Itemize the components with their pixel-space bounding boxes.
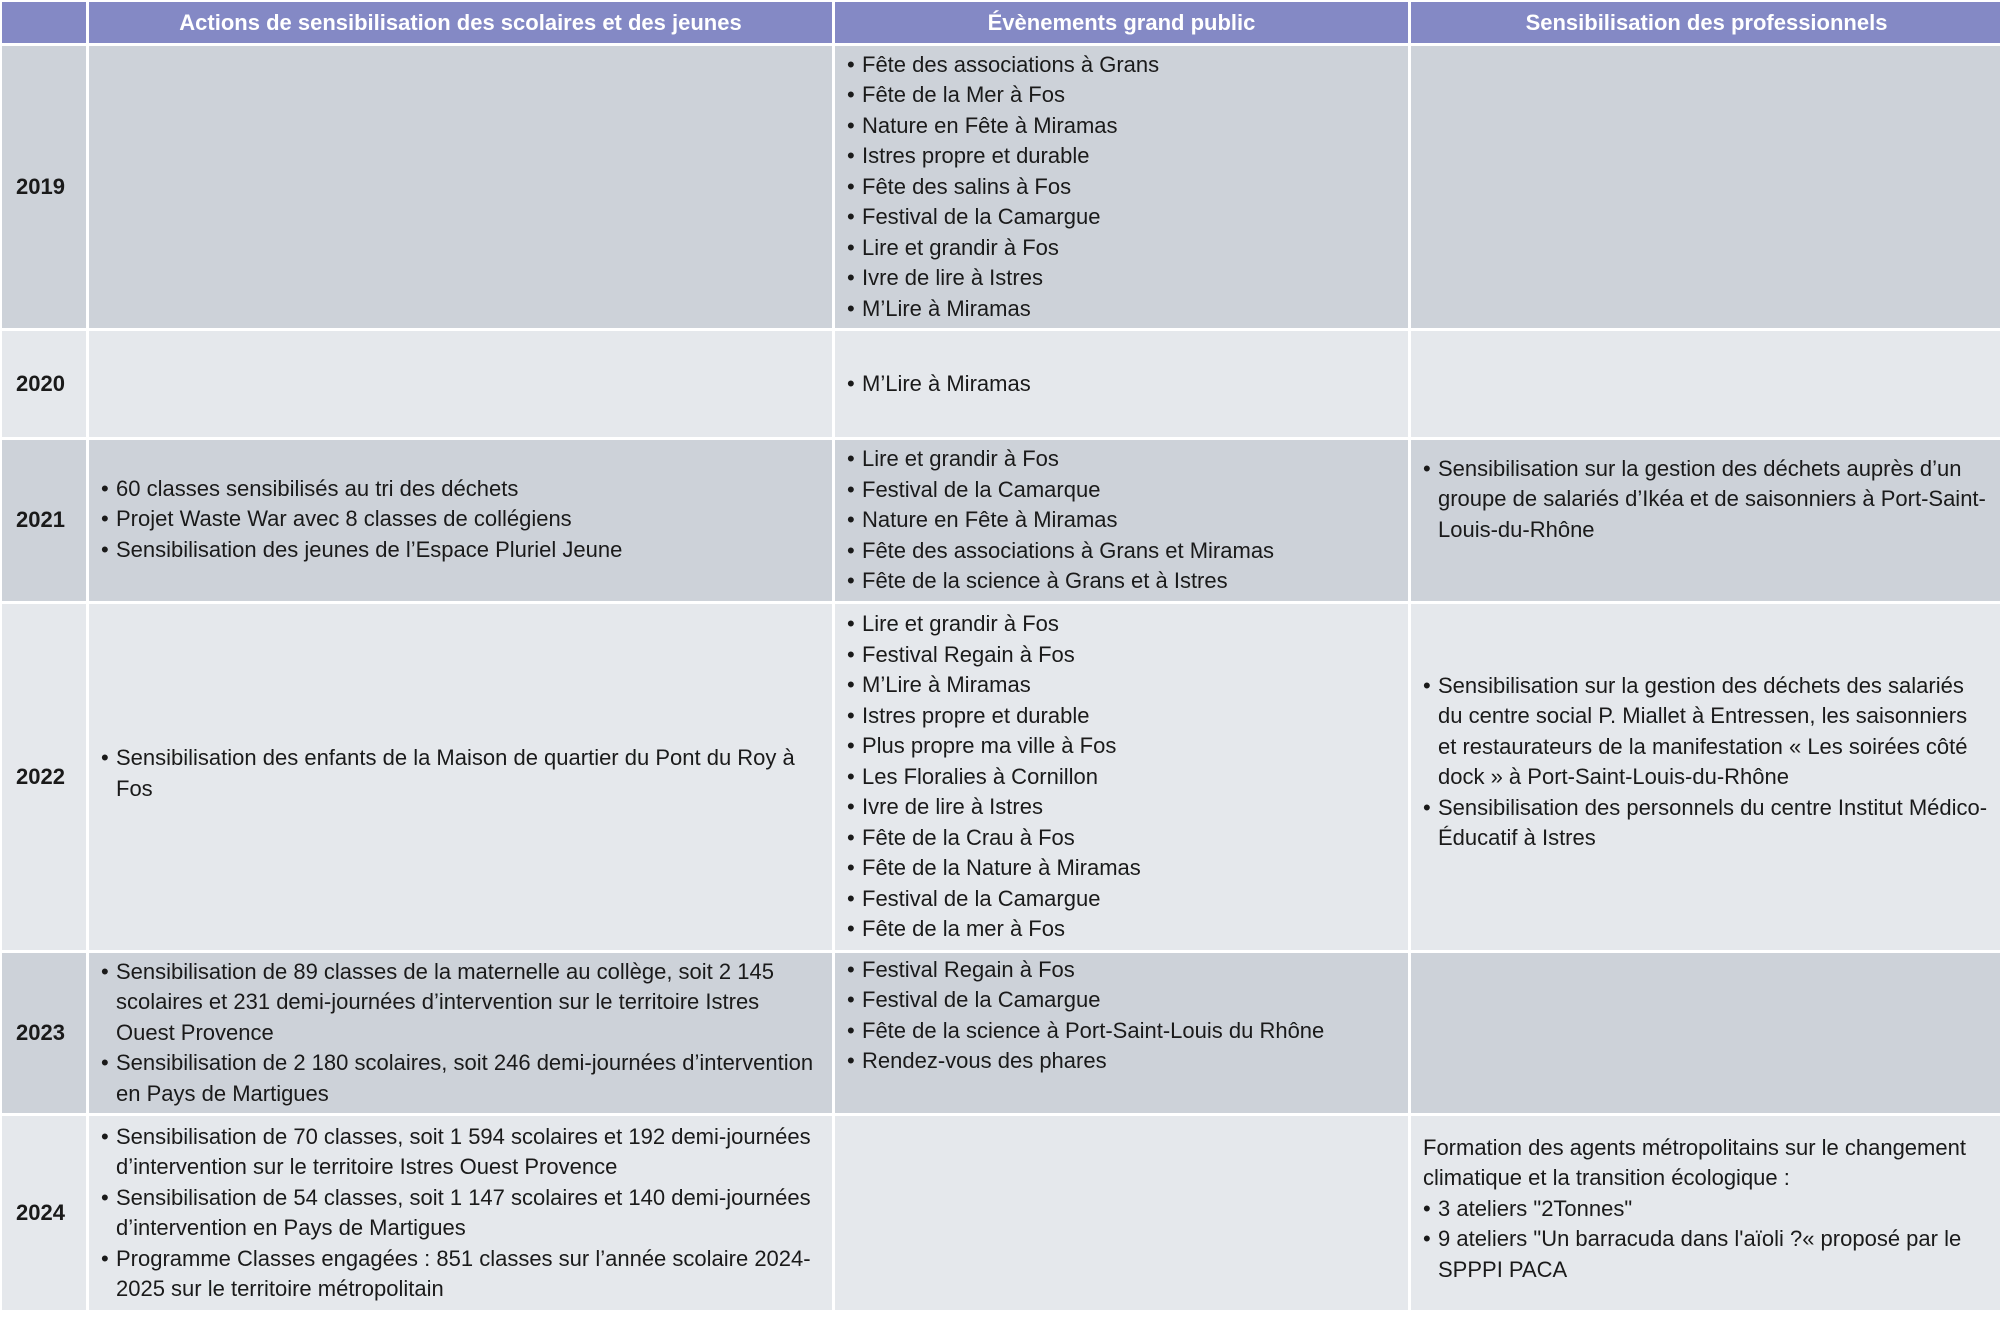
table-row bbox=[2, 604, 2000, 950]
scolaires-cell bbox=[89, 440, 832, 601]
cell-content bbox=[847, 50, 1396, 325]
list-item: • Sensibilisation sur la gestion des déchets auprès d’un groupe de salariés d’Ikéa et de saisonniers à Port-Saint-Louis-du-Rhône bbox=[1423, 454, 1990, 546]
year-cell: 2023 bbox=[2, 953, 86, 1113]
list-item: • Fête des associations à Grans et Miramas bbox=[847, 536, 1396, 567]
cell-content bbox=[1423, 454, 1990, 546]
grand-public-cell bbox=[835, 1116, 1408, 1310]
bullet-list bbox=[1423, 671, 1990, 854]
scolaires-cell bbox=[89, 46, 832, 328]
year-cell: 2022 bbox=[2, 604, 86, 950]
professionnels-cell bbox=[1411, 604, 2000, 950]
grand-public-cell bbox=[835, 953, 1408, 1113]
list-item: • Projet Waste War avec 8 classes de collégiens bbox=[101, 504, 820, 535]
list-item: • Les Floralies à Cornillon bbox=[847, 762, 1396, 793]
header-grand-public: Évènements grand public bbox=[835, 2, 1408, 43]
professionnels-cell bbox=[1411, 331, 2000, 437]
table-row bbox=[2, 1116, 2000, 1310]
list-item: • Ivre de lire à Istres bbox=[847, 792, 1396, 823]
year-cell: 2024 bbox=[2, 1116, 86, 1310]
list-item: • Sensibilisation sur la gestion des déchets des salariés du centre social P. Miallet à Entressen, les saisonniers et restaurateurs de la manifestation « Les soirées côté dock » à Port-Saint-Louis-du-Rhône bbox=[1423, 671, 1990, 793]
cell-content bbox=[1423, 1133, 1990, 1286]
header-year bbox=[2, 2, 86, 43]
list-item: • Fête des salins à Fos bbox=[847, 172, 1396, 203]
list-item: • Festival Regain à Fos bbox=[847, 955, 1396, 986]
list-item: • Sensibilisation de 89 classes de la maternelle au collège, soit 2 145 scolaires et 231 demi-journées d’intervention sur le territoire Istres Ouest Provence bbox=[101, 957, 820, 1049]
header-professionnels: Sensibilisation des professionnels bbox=[1411, 2, 2000, 43]
table-row bbox=[2, 953, 2000, 1113]
list-item: • Plus propre ma ville à Fos bbox=[847, 731, 1396, 762]
list-item: • Fête de la Nature à Miramas bbox=[847, 853, 1396, 884]
list-item: • Fête de la Crau à Fos bbox=[847, 823, 1396, 854]
bullet-list bbox=[101, 474, 820, 566]
list-item: • Fête des associations à Grans bbox=[847, 50, 1396, 81]
year-cell: 2020 bbox=[2, 331, 86, 437]
list-item: • Fête de la Mer à Fos bbox=[847, 80, 1396, 111]
grand-public-cell bbox=[835, 331, 1408, 437]
list-item: • Istres propre et durable bbox=[847, 141, 1396, 172]
bullet-list bbox=[847, 369, 1396, 400]
list-item: • Sensibilisation de 70 classes, soit 1 594 scolaires et 192 demi-journées d’intervention sur le territoire Istres Ouest Provence bbox=[101, 1122, 820, 1183]
cell-content bbox=[101, 474, 820, 566]
list-item: • Festival de la Camargue bbox=[847, 884, 1396, 915]
list-item: • M’Lire à Miramas bbox=[847, 294, 1396, 325]
bullet-list bbox=[101, 957, 820, 1110]
list-item: • Sensibilisation des enfants de la Maison de quartier du Pont du Roy à Fos bbox=[101, 743, 820, 804]
list-item: • Sensibilisation des personnels du centre Institut Médico-Éducatif à Istres bbox=[1423, 793, 1990, 854]
cell-intro-text: Formation des agents métropolitains sur le changement climatique et la transition écologique : bbox=[1423, 1134, 1966, 1191]
grand-public-cell bbox=[835, 440, 1408, 601]
list-item: • Lire et grandir à Fos bbox=[847, 444, 1396, 475]
list-item: • M’Lire à Miramas bbox=[847, 369, 1396, 400]
list-item: • Fête de la science à Port-Saint-Louis du Rhône bbox=[847, 1016, 1396, 1047]
grand-public-cell bbox=[835, 604, 1408, 950]
professionnels-cell bbox=[1411, 1116, 2000, 1310]
bullet-list bbox=[847, 609, 1396, 945]
list-item: • Rendez-vous des phares bbox=[847, 1046, 1396, 1077]
list-item: • Sensibilisation de 54 classes, soit 1 147 scolaires et 140 demi-journées d’intervention en Pays de Martigues bbox=[101, 1183, 820, 1244]
list-item: • Festival de la Camarque bbox=[847, 475, 1396, 506]
table-row bbox=[2, 331, 2000, 437]
list-item: • Fête de la science à Grans et à Istres bbox=[847, 566, 1396, 597]
cell-content bbox=[1423, 671, 1990, 854]
list-item: • Fête de la mer à Fos bbox=[847, 914, 1396, 945]
professionnels-cell bbox=[1411, 46, 2000, 328]
list-item: • Nature en Fête à Miramas bbox=[847, 111, 1396, 142]
cell-content bbox=[847, 609, 1396, 945]
header-scolaires: Actions de sensibilisation des scolaires et des jeunes bbox=[89, 2, 832, 43]
table-row bbox=[2, 46, 2000, 328]
bullet-list bbox=[1423, 1194, 1990, 1286]
list-item: • Festival de la Camargue bbox=[847, 985, 1396, 1016]
grand-public-cell bbox=[835, 46, 1408, 328]
bullet-list bbox=[1423, 454, 1990, 546]
list-item: • Ivre de lire à Istres bbox=[847, 263, 1396, 294]
bullet-list bbox=[847, 955, 1396, 1077]
list-item: • Festival de la Camargue bbox=[847, 202, 1396, 233]
table-row bbox=[2, 440, 2000, 601]
cell-content bbox=[847, 444, 1396, 597]
list-item: • Lire et grandir à Fos bbox=[847, 609, 1396, 640]
list-item: • Programme Classes engagées : 851 classes sur l’année scolaire 2024-2025 sur le territoire métropolitain bbox=[101, 1244, 820, 1305]
list-item: • Festival Regain à Fos bbox=[847, 640, 1396, 671]
professionnels-cell bbox=[1411, 440, 2000, 601]
scolaires-cell bbox=[89, 331, 832, 437]
cell-content bbox=[101, 957, 820, 1110]
list-item: • 9 ateliers "Un barracuda dans l'aïoli ?« proposé par le SPPPI PACA bbox=[1423, 1224, 1990, 1285]
list-item: • 3 ateliers "2Tonnes" bbox=[1423, 1194, 1990, 1225]
list-item: • Sensibilisation des jeunes de l’Espace Pluriel Jeune bbox=[101, 535, 820, 566]
list-item: • Lire et grandir à Fos bbox=[847, 233, 1396, 264]
bullet-list bbox=[101, 743, 820, 804]
cell-content bbox=[847, 369, 1396, 400]
scolaires-cell bbox=[89, 953, 832, 1113]
list-item: • M’Lire à Miramas bbox=[847, 670, 1396, 701]
cell-content bbox=[101, 1122, 820, 1305]
cell-content bbox=[847, 955, 1396, 1077]
table-header-row bbox=[2, 2, 2000, 43]
bullet-list bbox=[847, 444, 1396, 597]
list-item: • Sensibilisation de 2 180 scolaires, soit 246 demi-journées d’intervention en Pays de Martigues bbox=[101, 1048, 820, 1109]
bullet-list bbox=[847, 50, 1396, 325]
list-item: • Istres propre et durable bbox=[847, 701, 1396, 732]
list-item: • 60 classes sensibilisés au tri des déchets bbox=[101, 474, 820, 505]
scolaires-cell bbox=[89, 1116, 832, 1310]
cell-content bbox=[101, 743, 820, 804]
scolaires-cell bbox=[89, 604, 832, 950]
bullet-list bbox=[101, 1122, 820, 1305]
professionnels-cell bbox=[1411, 953, 2000, 1113]
list-item: • Nature en Fête à Miramas bbox=[847, 505, 1396, 536]
year-cell: 2021 bbox=[2, 440, 86, 601]
year-cell: 2019 bbox=[2, 46, 86, 328]
